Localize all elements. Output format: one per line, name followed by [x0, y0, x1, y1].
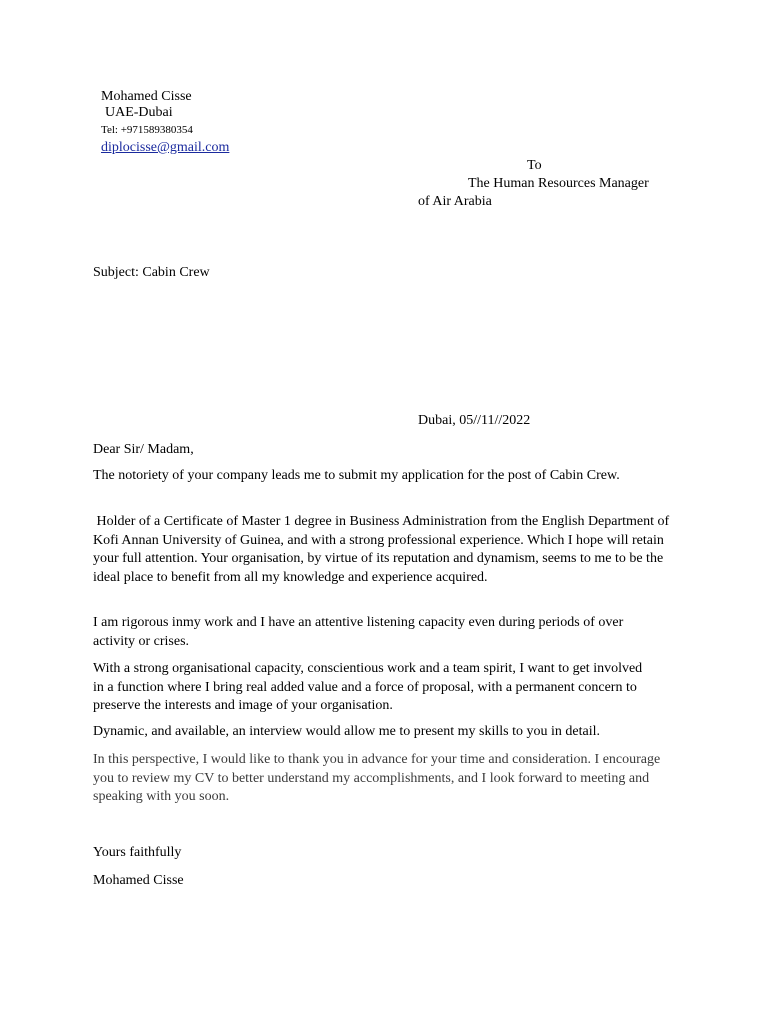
body-paragraph-1: The notoriety of your company leads me to submit my application for the post of Cabin Crew. [93, 468, 620, 483]
sender-phone: Tel: +971589380354 [101, 124, 193, 136]
sender-location: UAE-Dubai [105, 105, 173, 120]
place-date: Dubai, 05//11//2022 [418, 413, 531, 428]
recipient-title: The Human Resources Manager [468, 176, 649, 191]
salutation: Dear Sir/ Madam, [93, 442, 194, 457]
body-paragraph-4: With a strong organisational capacity, conscientious work and a team spirit, I want to get involved in a function where I bring real added value and a force of proposal, with a permanent concern to preserve the interests and image of your organisation. [93, 661, 643, 713]
sender-name: Mohamed Cisse [101, 89, 192, 104]
body-paragraph-6: In this perspective, I would like to thank you in advance for your time and consideration. I encourage you to review my CV to better understand my accomplishments, and I look forward to meeting and speaking with you soon. [93, 752, 661, 804]
recipient-to: To [527, 158, 542, 173]
body-paragraph-3: I am rigorous inmy work and I have an attentive listening capacity even during periods of over activity or crises. [93, 615, 624, 649]
subject-line: Subject: Cabin Crew [93, 265, 210, 280]
signature-name: Mohamed Cisse [93, 873, 184, 888]
closing: Yours faithfully [93, 845, 182, 860]
body-paragraph-5: Dynamic, and available, an interview would allow me to present my skills to you in detail. [93, 724, 600, 739]
recipient-company: of Air Arabia [418, 194, 492, 209]
body-paragraph-2: Holder of a Certificate of Master 1 degree in Business Administration from the English Department of Kofi Annan University of Guinea, and with a strong professional experience. Which I hope will retain your full attention. Your organisation, by virtue of its reputation and dynamism, seems to me to be the ideal place to benefit from all my knowledge and experience acquired. [93, 514, 673, 585]
sender-email-link[interactable]: diplocisse@gmail.com [101, 140, 230, 155]
